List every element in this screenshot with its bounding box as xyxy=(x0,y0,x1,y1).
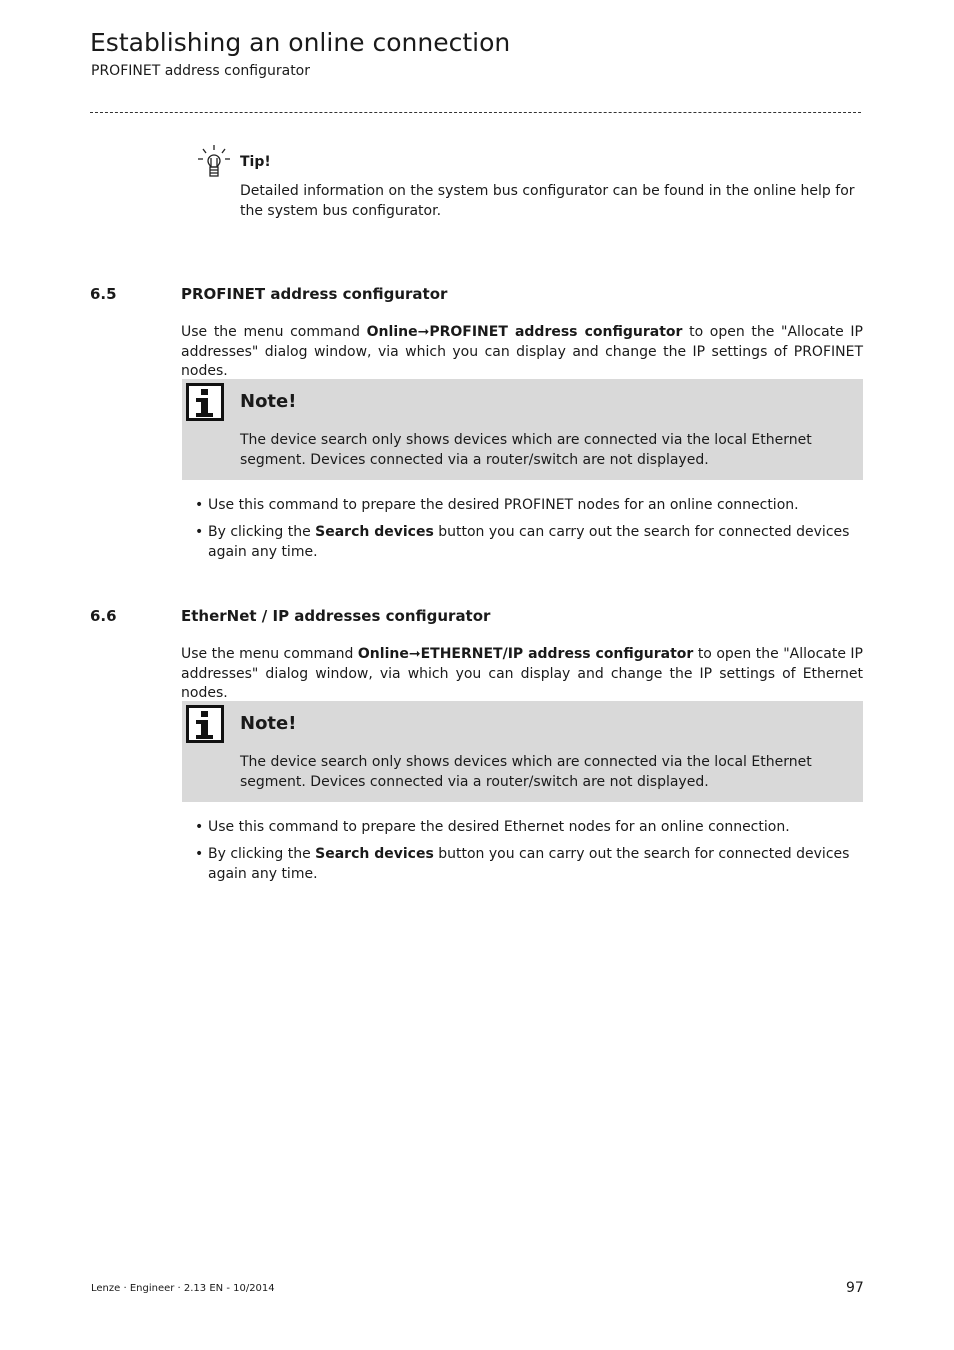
list-item-text: Use this command to prepare the desired Ethernet nodes for an online connection. xyxy=(208,819,790,835)
intro-text: to open the "Allocate IP addresses" dialog window, via which you can display and change the IP settings of PROFINET nodes. xyxy=(181,324,864,379)
section-intro-paragraph xyxy=(181,323,863,382)
section-intro-paragraph xyxy=(181,645,863,704)
list-item-text xyxy=(208,523,865,562)
info-icon xyxy=(186,705,224,743)
tip-label: Tip! xyxy=(240,154,271,170)
intro-text: Use the menu command xyxy=(181,324,367,340)
button-reference: Search devices xyxy=(315,524,434,540)
section-heading: PROFINET address configurator xyxy=(181,285,448,303)
list-item-text-part: By clicking the xyxy=(208,846,316,862)
note-label: Note! xyxy=(240,391,297,412)
page-title: Establishing an online connection xyxy=(90,28,511,57)
menu-command: ETHERNET/IP address configurator xyxy=(420,646,694,662)
bullet-glyph: • xyxy=(195,819,204,835)
page-number: 97 xyxy=(846,1280,864,1296)
intro-text: Use the menu command xyxy=(181,646,358,662)
button-reference: Search devices xyxy=(315,846,434,862)
menu-command: PROFINET address configurator xyxy=(429,324,683,340)
menu-command: Online xyxy=(366,324,418,340)
section-number: 6.5 xyxy=(90,285,117,303)
bullet-glyph: • xyxy=(195,524,204,540)
footer-text: Lenze · Engineer · 2.13 EN - 10/2014 xyxy=(91,1283,275,1294)
lightbulb-icon xyxy=(197,144,231,180)
menu-command: Online xyxy=(357,646,409,662)
note-box xyxy=(182,701,863,802)
page-subtitle: PROFINET address configurator xyxy=(91,63,311,79)
list-item-text-part: By clicking the xyxy=(208,524,316,540)
section-number: 6.6 xyxy=(90,607,117,625)
note-text: The device search only shows devices which are connected via the local Ethernet segment. Devices connected via a router/switch are not displayed. xyxy=(240,432,812,468)
intro-text: to open the "Allocate IP addresses" dialog window, via which you can display and change the IP settings of Ethernet nodes. xyxy=(181,646,863,701)
list-item-text-part: button you can carry out the search for connected devices again any time. xyxy=(208,524,850,560)
header-divider xyxy=(90,112,861,113)
tip-text: Detailed information on the system bus configurator can be found in the online help for the system bus configurator. xyxy=(240,183,855,219)
bullet-glyph: • xyxy=(195,846,204,862)
list-item-text: Use this command to prepare the desired PROFINET nodes for an online connection. xyxy=(208,497,799,513)
bullet-glyph: • xyxy=(195,497,204,513)
list-item-text xyxy=(208,845,865,884)
arrow-glyph: ➞ xyxy=(417,324,430,340)
arrow-glyph: ➞ xyxy=(408,646,421,662)
info-icon xyxy=(186,383,224,421)
list-item-text-part: button you can carry out the search for connected devices again any time. xyxy=(208,846,850,882)
note-box xyxy=(182,379,863,480)
note-label: Note! xyxy=(240,713,297,734)
note-text: The device search only shows devices which are connected via the local Ethernet segment. Devices connected via a router/switch are not displayed. xyxy=(240,754,812,790)
section-heading: EtherNet / IP addresses configurator xyxy=(181,607,491,625)
